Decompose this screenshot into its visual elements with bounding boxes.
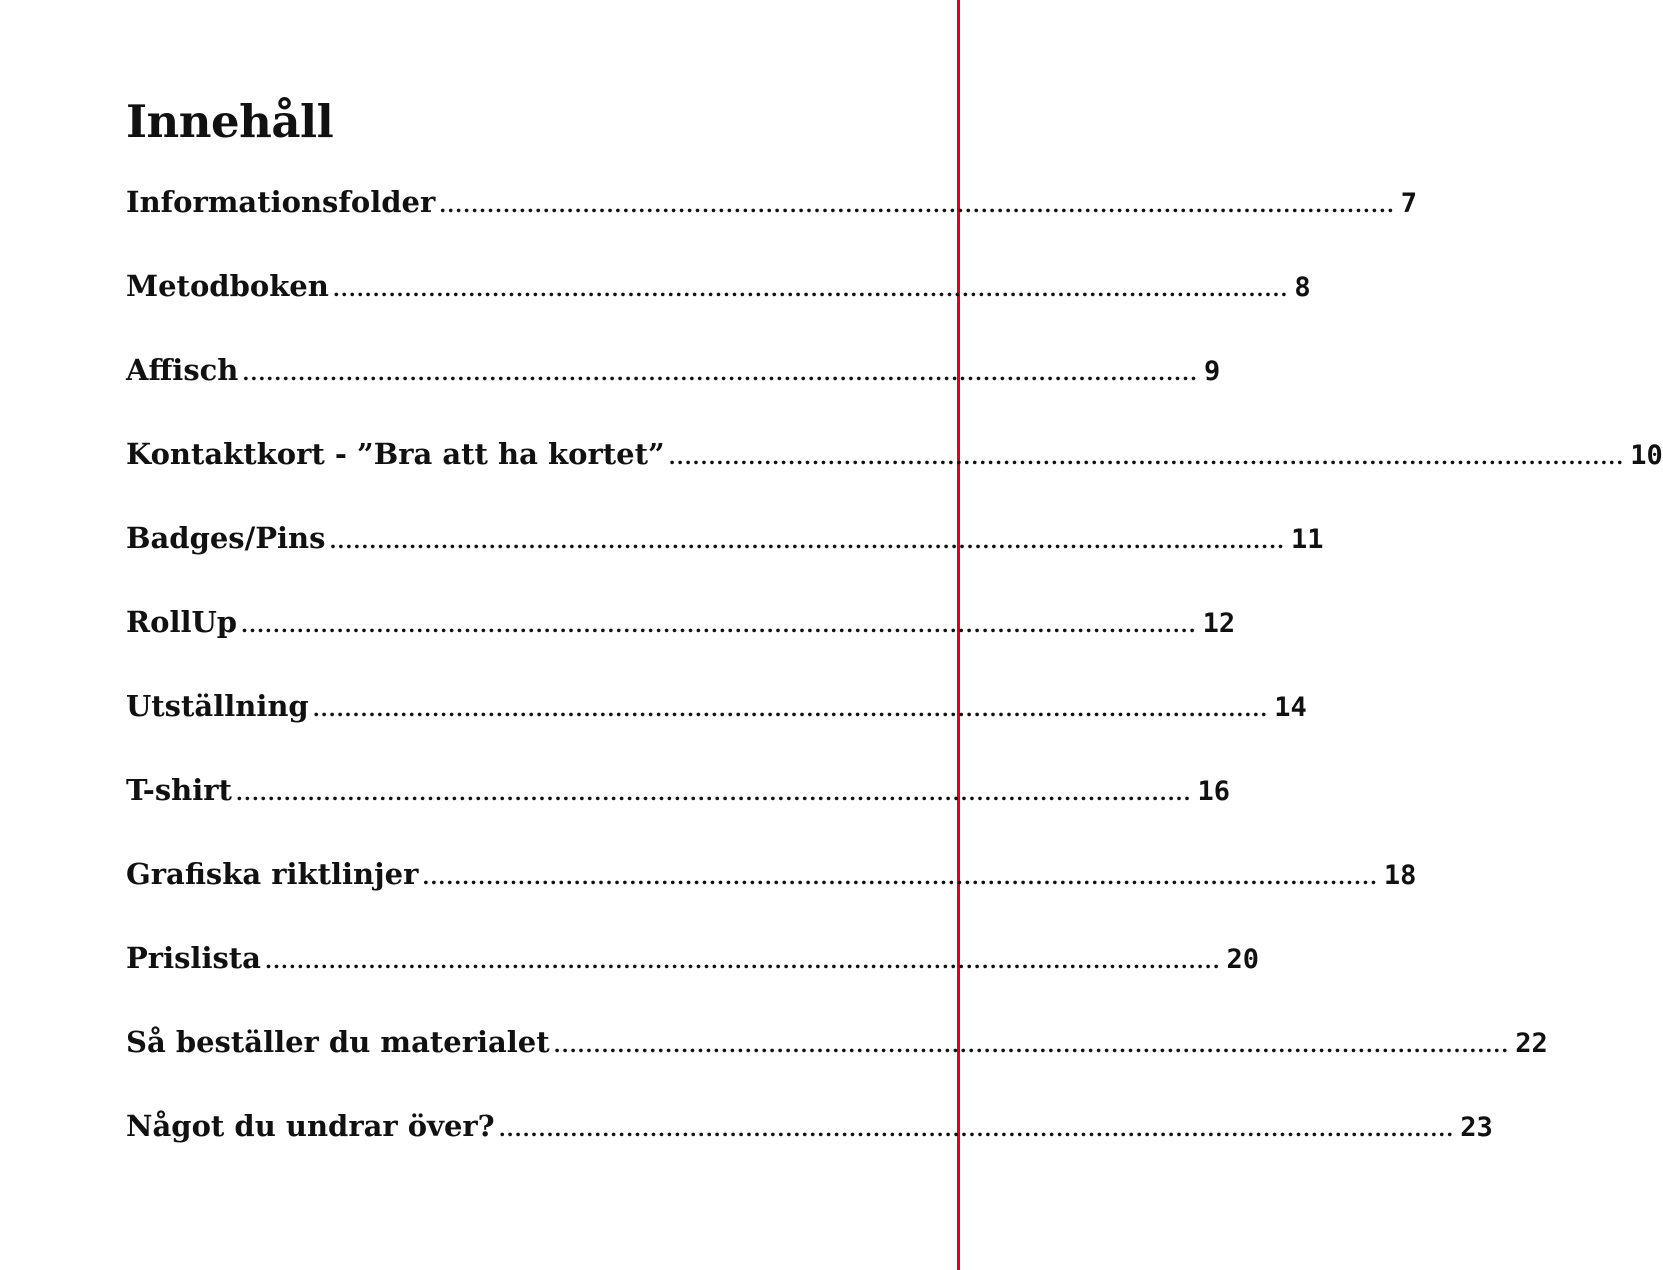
dot-leader: ........................................................................................................................ xyxy=(264,949,1221,973)
table-of-contents xyxy=(126,178,1663,1186)
toc-entry-page-number: 22 xyxy=(1515,1028,1548,1059)
toc-entry-page-number: 12 xyxy=(1202,608,1236,639)
toc-entry-page-number: 18 xyxy=(1383,860,1417,891)
dot-leader: ........................................................................................................................ xyxy=(332,277,1289,301)
toc-entry-label: Så beställer du materialet xyxy=(126,1025,550,1059)
toc-entry-label: T-shirt xyxy=(126,773,232,807)
toc-entry[interactable] xyxy=(126,1018,1548,1102)
toc-entry-label: Grafiska riktlinjer xyxy=(126,857,419,891)
toc-entry-page-number: 8 xyxy=(1294,272,1311,303)
toc-entry[interactable] xyxy=(126,682,1307,766)
toc-entry-label: Något du undrar över? xyxy=(126,1109,495,1143)
dot-leader: ........................................................................................................................ xyxy=(235,781,1192,805)
toc-entry-page-number: 9 xyxy=(1203,356,1221,387)
page-title: Innehåll xyxy=(126,95,334,148)
toc-entry-label: Utställning xyxy=(126,689,309,723)
toc-entry[interactable] xyxy=(126,598,1236,682)
dot-leader: ........................................................................................................................ xyxy=(498,1117,1455,1141)
dot-leader: ........................................................................................................................ xyxy=(422,865,1378,889)
toc-entry-label: Affisch xyxy=(126,353,239,387)
dot-leader: ........................................................................................................................ xyxy=(329,529,1286,553)
toc-entry-page-number: 14 xyxy=(1274,692,1307,723)
toc-entry-page-number: 11 xyxy=(1291,524,1324,555)
toc-entry[interactable] xyxy=(126,850,1417,934)
toc-entry-label: Badges/Pins xyxy=(126,521,326,555)
dot-leader: ........................................................................................................................ xyxy=(241,613,1197,637)
dot-leader: ........................................................................................................................ xyxy=(553,1033,1510,1057)
toc-entry[interactable] xyxy=(126,514,1324,598)
toc-entry-label: Prislista xyxy=(126,941,261,975)
toc-entry[interactable] xyxy=(126,1102,1493,1186)
toc-entry-label: RollUp xyxy=(126,605,238,639)
toc-entry-page-number: 20 xyxy=(1226,944,1260,975)
toc-entry[interactable] xyxy=(126,766,1230,850)
toc-entry[interactable] xyxy=(126,430,1663,514)
toc-entry[interactable] xyxy=(126,934,1260,1018)
toc-entry-page-number: 7 xyxy=(1400,188,1418,219)
toc-entry-page-number: 10 xyxy=(1630,440,1663,471)
dot-leader: ........................................................................................................................ xyxy=(668,445,1625,469)
toc-entry[interactable] xyxy=(126,346,1221,430)
toc-entry[interactable] xyxy=(126,262,1311,346)
toc-entry[interactable] xyxy=(126,178,1418,262)
toc-entry-label: Informationsfolder xyxy=(126,185,436,219)
toc-entry-page-number: 23 xyxy=(1460,1112,1493,1143)
dot-leader: ........................................................................................................................ xyxy=(312,697,1269,721)
toc-entry-page-number: 16 xyxy=(1197,776,1230,807)
dot-leader: ........................................................................................................................ xyxy=(439,193,1395,217)
toc-entry-label: Metodboken xyxy=(126,269,329,303)
toc-entry-label: Kontaktkort - ”Bra att ha kortet” xyxy=(126,437,665,471)
dot-leader: ........................................................................................................................ xyxy=(242,361,1198,385)
